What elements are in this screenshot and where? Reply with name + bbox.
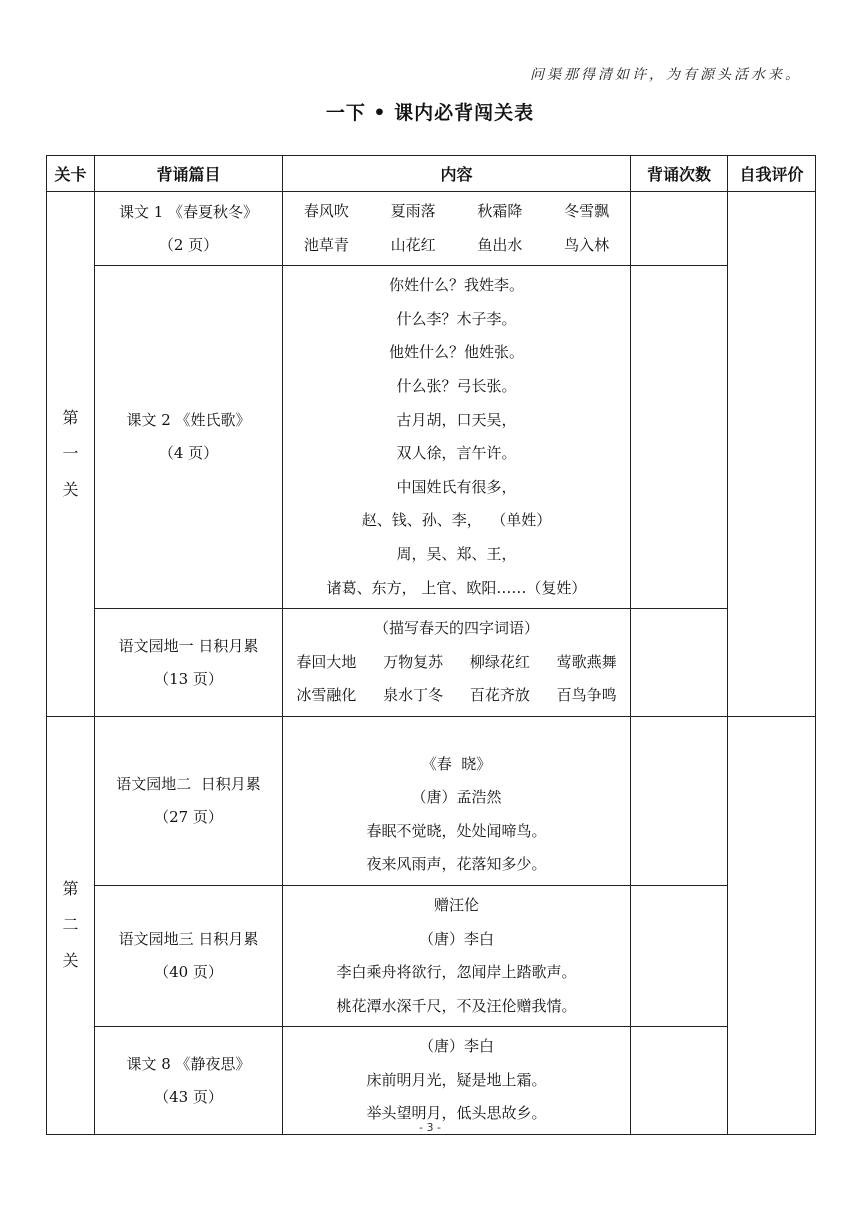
content-line: 周，吴、郑、王， bbox=[396, 544, 517, 563]
content-line: 床前明月光，疑是地上霜。 bbox=[366, 1070, 547, 1089]
content-cell bbox=[283, 1027, 631, 1135]
level-1-char: 第 bbox=[62, 407, 79, 427]
header-level: 关卡 bbox=[47, 156, 95, 192]
piece-cell bbox=[95, 192, 283, 266]
header-count: 背诵次数 bbox=[631, 156, 728, 192]
content-line: 赵、钱、孙、李， （单姓） bbox=[361, 511, 552, 530]
content-row bbox=[283, 679, 630, 713]
content-line: 什么李？木子李。 bbox=[396, 309, 517, 328]
content-text: 百鸟争鸣 bbox=[556, 686, 617, 705]
content-cell bbox=[283, 192, 631, 266]
level-1-char: 一 bbox=[62, 443, 79, 463]
table-row bbox=[47, 192, 816, 266]
content-text: 山花红 bbox=[390, 235, 436, 254]
content-text: 鸟入林 bbox=[564, 235, 610, 254]
piece-page: （2 页） bbox=[158, 235, 219, 254]
content-text: 冰雪融化 bbox=[296, 686, 357, 705]
page-number: - 3 - bbox=[419, 1121, 441, 1134]
table-header-row bbox=[47, 156, 816, 192]
content-line: 双人徐，言午许。 bbox=[396, 444, 517, 463]
content-cell bbox=[283, 609, 631, 717]
piece-title: 语文园地三 日积月累 bbox=[118, 930, 259, 949]
count-cell bbox=[631, 1027, 728, 1135]
piece-page: （13 页） bbox=[154, 669, 223, 688]
piece-title: 课文 2 《姓氏歌》 bbox=[126, 411, 251, 430]
recitation-table bbox=[46, 155, 816, 1135]
content-text: 莺歌燕舞 bbox=[556, 652, 617, 671]
count-cell bbox=[631, 609, 728, 717]
count-cell bbox=[631, 716, 728, 885]
header-self-eval: 自我评价 bbox=[728, 156, 816, 192]
level-2-char: 二 bbox=[62, 915, 79, 935]
content-line: 中国姓氏有很多， bbox=[396, 477, 517, 496]
table-row bbox=[47, 266, 816, 609]
piece-page: （40 页） bbox=[154, 963, 223, 982]
table-row bbox=[47, 609, 816, 717]
content-text: 万物复苏 bbox=[383, 652, 444, 671]
piece-page: （27 页） bbox=[154, 807, 223, 826]
header-piece: 背诵篇目 bbox=[95, 156, 283, 192]
piece-page: （4 页） bbox=[158, 444, 219, 463]
piece-title: 课文 1 《春夏秋冬》 bbox=[118, 202, 259, 221]
content-text: 鱼出水 bbox=[477, 235, 523, 254]
content-text: 百花齐放 bbox=[469, 686, 530, 705]
count-cell bbox=[631, 885, 728, 1026]
count-cell bbox=[631, 192, 728, 266]
piece-cell bbox=[95, 609, 283, 717]
level-2-char: 关 bbox=[62, 951, 79, 971]
piece-title: 语文园地一 日积月累 bbox=[118, 636, 259, 655]
content-line: 《春 晓》 bbox=[421, 754, 492, 773]
table-row bbox=[47, 885, 816, 1026]
piece-title: 课文 8 《静夜思》 bbox=[126, 1054, 251, 1073]
content-line: 古月胡，口天吴， bbox=[396, 410, 517, 429]
table-row bbox=[47, 716, 816, 885]
piece-title: 语文园地二 日积月累 bbox=[116, 774, 261, 793]
content-line: （唐）李白 bbox=[418, 929, 494, 948]
level-1-char: 关 bbox=[62, 479, 79, 499]
piece-page: （43 页） bbox=[154, 1087, 223, 1106]
content-text: 泉水丁冬 bbox=[383, 686, 444, 705]
self-eval-cell bbox=[728, 192, 816, 717]
content-cell bbox=[283, 885, 631, 1026]
content-line: 桃花潭水深千尺，不及汪伦赠我情。 bbox=[336, 996, 577, 1015]
level-2-char: 第 bbox=[62, 879, 79, 899]
count-cell bbox=[631, 266, 728, 609]
content-row bbox=[283, 646, 630, 680]
content-text: 柳绿花红 bbox=[469, 652, 530, 671]
piece-cell bbox=[95, 885, 283, 1026]
content-caption: （描写春天的四字词语） bbox=[373, 619, 539, 638]
content-line: 他姓什么？他姓张。 bbox=[388, 343, 524, 362]
content-line: 举头望明月，低头思故乡。 bbox=[366, 1104, 547, 1123]
piece-cell bbox=[95, 716, 283, 885]
content-line: （唐）孟浩然 bbox=[411, 788, 502, 807]
content-text: 春回大地 bbox=[296, 652, 357, 671]
content-line: （唐）李白 bbox=[418, 1037, 494, 1056]
content-row bbox=[283, 229, 630, 263]
content-cell bbox=[283, 266, 631, 609]
table-row bbox=[47, 1027, 816, 1135]
content-text: 池草青 bbox=[303, 235, 349, 254]
header-content: 内容 bbox=[283, 156, 631, 192]
content-line: 赠汪伦 bbox=[433, 895, 479, 914]
page-title: 一下 • 课内必背闯关表 bbox=[325, 102, 535, 124]
content-text: 夏雨落 bbox=[390, 202, 436, 220]
motto: 问渠那得清如许，为有源头活水来。 bbox=[530, 67, 802, 83]
piece-cell bbox=[95, 1027, 283, 1135]
content-cell bbox=[283, 716, 631, 885]
content-text: 春风吹 bbox=[303, 202, 349, 220]
content-line: 春眠不觉晓，处处闻啼鸟。 bbox=[366, 821, 547, 840]
content-row bbox=[283, 195, 630, 229]
content-line: 诸葛、东方， 上官、欧阳……（复姓） bbox=[326, 578, 587, 597]
level-2-cell bbox=[47, 716, 95, 1134]
content-line: 夜来风雨声，花落知多少。 bbox=[366, 855, 547, 874]
level-1-cell bbox=[47, 192, 95, 717]
content-line: 什么张？弓长张。 bbox=[396, 376, 517, 395]
content-line: 你姓什么？我姓李。 bbox=[388, 276, 524, 295]
content-text: 秋霜降 bbox=[477, 202, 523, 220]
content-text: 冬雪飘 bbox=[564, 202, 610, 220]
self-eval-cell bbox=[728, 716, 816, 1134]
piece-cell bbox=[95, 266, 283, 609]
content-line: 李白乘舟将欲行，忽闻岸上踏歌声。 bbox=[336, 963, 577, 982]
